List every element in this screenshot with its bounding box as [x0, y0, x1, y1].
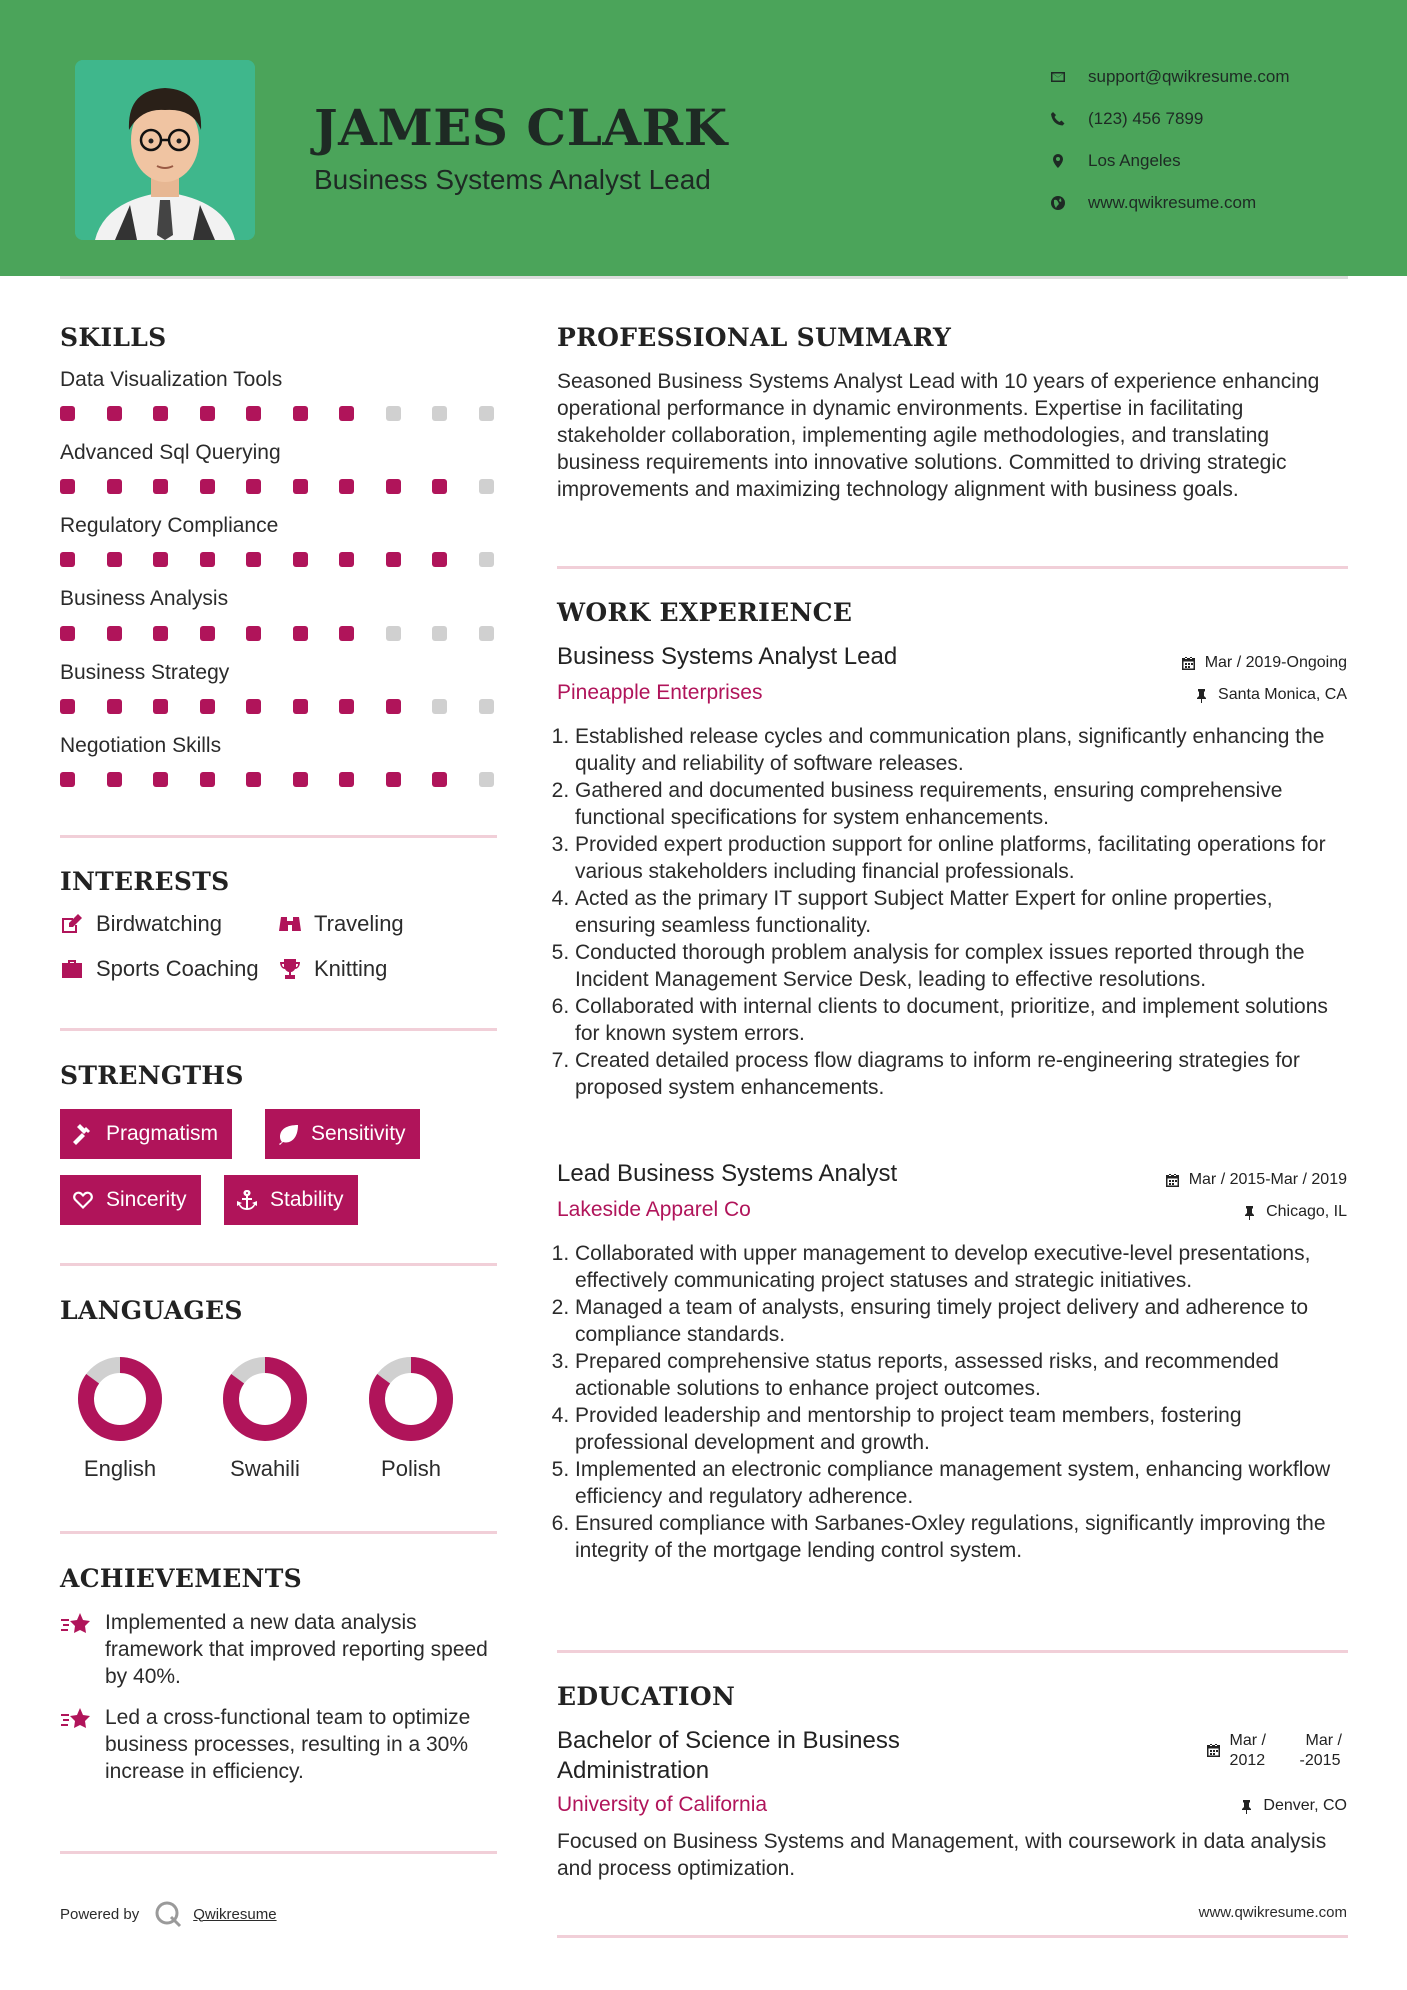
- section-divider: [60, 1851, 497, 1854]
- rating-dot-filled: [339, 406, 354, 421]
- rating-dot-filled: [200, 552, 215, 567]
- rating-dot-filled: [293, 406, 308, 421]
- section-divider: [60, 1531, 497, 1534]
- rating-dot-filled: [246, 479, 261, 494]
- qwikresume-logo-icon: [153, 1899, 183, 1929]
- skill-rating: [60, 772, 525, 787]
- rating-dot-filled: [200, 626, 215, 641]
- rating-dot-filled: [200, 772, 215, 787]
- skill-name: Advanced Sql Querying: [60, 441, 281, 464]
- trophy-icon: [278, 958, 302, 980]
- languages-heading: LANGUAGES: [60, 1296, 243, 1325]
- summary-text: Seasoned Business Systems Analyst Lead with 10 years of experience enhancing operational performance in dynamic environments. Expertise in facilitating stakeholder collaboration, implementing agile methodologies, and translating business requirements into innovative solutions. Committed to driving strategic improvements and maximizing technology alignment with business goals.: [557, 370, 1320, 501]
- section-divider: [60, 1028, 497, 1031]
- rating-dot-filled: [293, 552, 308, 567]
- contact-list: [1050, 56, 1290, 224]
- work-heading: WORK EXPERIENCE: [557, 598, 853, 627]
- duty-item: 3. Prepared comprehensive status reports, assessed risks, and recommended actionable solutions to enhance project outcomes.: [575, 1348, 1357, 1402]
- section-divider: [60, 835, 497, 838]
- rating-dot-empty: [479, 406, 494, 421]
- contact-phone[interactable]: [1050, 98, 1290, 140]
- leaf-icon: [277, 1123, 299, 1145]
- language-ring: [368, 1356, 454, 1442]
- job-dates: Mar / 2015-Mar / 2019: [1165, 1171, 1347, 1189]
- header-banner: [0, 0, 1407, 276]
- duty-item: 6. Collaborated with internal clients to document, prioritize, and implement solutions for known system errors.: [575, 993, 1357, 1047]
- company-name: Pineapple Enterprises: [557, 681, 763, 704]
- rating-dot-filled: [60, 552, 75, 567]
- rating-dot-filled: [60, 699, 75, 714]
- rating-dot-filled: [60, 626, 75, 641]
- rating-dot-filled: [60, 479, 75, 494]
- candidate-title: Business Systems Analyst Lead: [314, 164, 711, 195]
- contact-location-text: Los Angeles: [1088, 151, 1181, 170]
- language-label: English: [83, 1456, 157, 1481]
- rating-dot-empty: [432, 699, 447, 714]
- summary-heading: PROFESSIONAL SUMMARY: [557, 323, 952, 352]
- rating-dot-filled: [153, 772, 168, 787]
- rating-dot-filled: [246, 772, 261, 787]
- briefcase-icon: [60, 958, 84, 980]
- rating-dot-filled: [293, 699, 308, 714]
- duty-item: 7. Created detailed process flow diagrams to inform re-engineering strategies for proposed system enhancements.: [575, 1047, 1357, 1101]
- calendar-icon: [1165, 1173, 1180, 1188]
- skill-rating: [60, 406, 525, 421]
- school-name: University of California: [557, 1793, 768, 1816]
- education-dates: Mar / 2012 Mar / -2015: [1206, 1731, 1342, 1771]
- duty-item: 1. Collaborated with upper management to develop executive-level presentations, effectively communicating project statuses and strategic initiatives.: [575, 1240, 1357, 1294]
- skill-name: Data Visualization Tools: [60, 368, 283, 391]
- rating-dot-empty: [479, 699, 494, 714]
- rating-dot-filled: [293, 626, 308, 641]
- phone-icon: [1050, 111, 1088, 127]
- section-divider: [557, 566, 1348, 569]
- pushpin-icon: [1239, 1799, 1254, 1814]
- rating-dot-empty: [386, 406, 401, 421]
- star-icon: [60, 1611, 92, 1639]
- strength-badge: Sincerity: [60, 1175, 201, 1225]
- rating-dot-filled: [339, 772, 354, 787]
- footer-url[interactable]: www.qwikresume.com: [1198, 1904, 1347, 1921]
- contact-website-text: www.qwikresume.com: [1088, 193, 1257, 212]
- skill-name: Regulatory Compliance: [60, 514, 279, 537]
- pushpin-icon: [1194, 688, 1209, 703]
- education-description: Focused on Business Systems and Management, with coursework in data analysis and process optimization.: [557, 1830, 1327, 1880]
- rating-dot-filled: [200, 479, 215, 494]
- rating-dot-filled: [107, 479, 122, 494]
- rating-dot-empty: [432, 406, 447, 421]
- job-location: Santa Monica, CA: [1194, 686, 1347, 704]
- skill-rating: [60, 626, 525, 641]
- duty-item: 2. Gathered and documented business requirements, ensuring comprehensive functional specifications for system enhancements.: [575, 777, 1357, 831]
- skill-name: Business Strategy: [60, 661, 230, 684]
- rating-dot-filled: [293, 772, 308, 787]
- profile-photo: [75, 60, 255, 240]
- strength-badge: Stability: [224, 1175, 358, 1225]
- company-name: Lakeside Apparel Co: [557, 1198, 751, 1221]
- language-ring: [222, 1356, 308, 1442]
- language-item: [210, 1356, 320, 1482]
- job-location: Chicago, IL: [1242, 1203, 1347, 1221]
- anchor-icon: [236, 1189, 258, 1211]
- language-item: [356, 1356, 466, 1482]
- degree: Bachelor of Science in Business Administration: [557, 1727, 900, 1784]
- education-heading: EDUCATION: [557, 1682, 736, 1711]
- globe-icon: [1050, 195, 1088, 211]
- skill-name: Business Analysis: [60, 587, 229, 610]
- rating-dot-filled: [339, 552, 354, 567]
- rating-dot-filled: [107, 699, 122, 714]
- duty-item: 3. Provided expert production support for online platforms, facilitating operations for various stakeholders including financial professionals.: [575, 831, 1357, 885]
- rating-dot-filled: [153, 406, 168, 421]
- rating-dot-filled: [153, 479, 168, 494]
- education-location: Denver, CO: [1239, 1797, 1347, 1815]
- interest-item: Knitting: [278, 956, 387, 982]
- job-dates: Mar / 2019-Ongoing: [1181, 654, 1347, 672]
- header-divider: [60, 276, 1348, 279]
- duty-item: 4. Provided leadership and mentorship to project team members, fostering professional development and growth.: [575, 1402, 1357, 1456]
- duty-item: 1. Established release cycles and communication plans, significantly enhancing the quality and reliability of software releases.: [575, 723, 1357, 777]
- skill-rating: [60, 479, 525, 494]
- contact-phone-text: (123) 456 7899: [1088, 109, 1204, 128]
- skills-heading: SKILLS: [60, 323, 167, 352]
- rating-dot-filled: [432, 772, 447, 787]
- skill-rating: [60, 552, 525, 567]
- rating-dot-filled: [386, 772, 401, 787]
- rating-dot-filled: [339, 699, 354, 714]
- section-divider: [557, 1650, 1348, 1653]
- language-label: Swahili: [230, 1456, 300, 1481]
- skill-rating: [60, 699, 525, 714]
- achievement-item: Led a cross-functional team to optimize business processes, resulting in a 30% increase in efficiency.: [60, 1704, 500, 1785]
- job-title: Lead Business Systems Analyst: [557, 1160, 898, 1187]
- pushpin-icon: [1242, 1205, 1257, 1220]
- rating-dot-filled: [153, 552, 168, 567]
- rating-dot-filled: [386, 479, 401, 494]
- strength-badge: Sensitivity: [265, 1109, 420, 1159]
- section-divider: [60, 1263, 497, 1266]
- rating-dot-filled: [107, 406, 122, 421]
- candidate-name: JAMES CLARK: [314, 98, 728, 157]
- rating-dot-filled: [246, 552, 261, 567]
- gavel-icon: [72, 1123, 94, 1145]
- rating-dot-filled: [246, 626, 261, 641]
- duty-item: 5. Implemented an electronic compliance management system, enhancing workflow efficiency and regulatory adherence.: [575, 1456, 1357, 1510]
- rating-dot-filled: [153, 626, 168, 641]
- footer-divider: [557, 1935, 1348, 1938]
- edit-icon: [60, 913, 84, 935]
- rating-dot-empty: [432, 626, 447, 641]
- rating-dot-filled: [339, 479, 354, 494]
- contact-website[interactable]: [1050, 182, 1290, 224]
- contact-email-text: support@qwikresume.com: [1088, 67, 1290, 86]
- contact-location: [1050, 140, 1290, 182]
- rating-dot-filled: [107, 626, 122, 641]
- rating-dot-filled: [293, 479, 308, 494]
- duty-item: 2. Managed a team of analysts, ensuring timely project delivery and adherence to compliance standards.: [575, 1294, 1357, 1348]
- rating-dot-filled: [386, 552, 401, 567]
- rating-dot-filled: [246, 406, 261, 421]
- calendar-icon: [1181, 656, 1196, 671]
- rating-dot-empty: [479, 772, 494, 787]
- powered-by: Powered by Qwikresume: [60, 1899, 277, 1929]
- rating-dot-filled: [432, 479, 447, 494]
- achievement-item: Implemented a new data analysis framework that improved reporting speed by 40%.: [60, 1609, 500, 1690]
- binoculars-icon: [278, 913, 302, 935]
- language-label: Polish: [381, 1456, 441, 1481]
- language-item: [65, 1356, 175, 1482]
- rating-dot-empty: [479, 552, 494, 567]
- envelope-icon: [1050, 69, 1088, 85]
- rating-dot-empty: [479, 479, 494, 494]
- rating-dot-filled: [386, 699, 401, 714]
- job-title: Business Systems Analyst Lead: [557, 643, 898, 670]
- interest-item: Birdwatching: [60, 911, 222, 937]
- duty-item: 4. Acted as the primary IT support Subject Matter Expert for online properties, ensuring seamless functionality.: [575, 885, 1357, 939]
- rating-dot-empty: [479, 626, 494, 641]
- avatar: [75, 60, 255, 240]
- language-ring: [77, 1356, 163, 1442]
- skill-name: Negotiation Skills: [60, 734, 222, 757]
- rating-dot-filled: [432, 552, 447, 567]
- calendar-icon: [1206, 1743, 1221, 1758]
- duty-item: 5. Conducted thorough problem analysis for complex issues reported through the Incident Management Service Desk, leading to effective resolutions.: [575, 939, 1357, 993]
- strengths-heading: STRENGTHS: [60, 1061, 244, 1090]
- rating-dot-filled: [107, 552, 122, 567]
- rating-dot-filled: [246, 699, 261, 714]
- rating-dot-filled: [200, 406, 215, 421]
- rating-dot-filled: [153, 699, 168, 714]
- brand-link[interactable]: Qwikresume: [193, 1905, 277, 1923]
- rating-dot-filled: [200, 699, 215, 714]
- rating-dot-filled: [60, 406, 75, 421]
- star-icon: [60, 1706, 92, 1734]
- strength-badge: Pragmatism: [60, 1109, 232, 1159]
- contact-email[interactable]: [1050, 56, 1290, 98]
- map-pin-icon: [1050, 153, 1088, 169]
- duty-item: 6. Ensured compliance with Sarbanes-Oxley regulations, significantly improving the integrity of the mortgage lending control system.: [575, 1510, 1357, 1564]
- rating-dot-filled: [339, 626, 354, 641]
- interests-heading: INTERESTS: [60, 867, 230, 896]
- rating-dot-empty: [386, 626, 401, 641]
- job-duties: [557, 1240, 1357, 1564]
- achievements-heading: ACHIEVEMENTS: [60, 1564, 302, 1593]
- rating-dot-filled: [60, 772, 75, 787]
- interest-item: Sports Coaching: [60, 956, 259, 982]
- rating-dot-filled: [107, 772, 122, 787]
- heart-icon: [72, 1189, 94, 1211]
- interest-item: Traveling: [278, 911, 404, 937]
- job-duties: [557, 723, 1357, 1101]
